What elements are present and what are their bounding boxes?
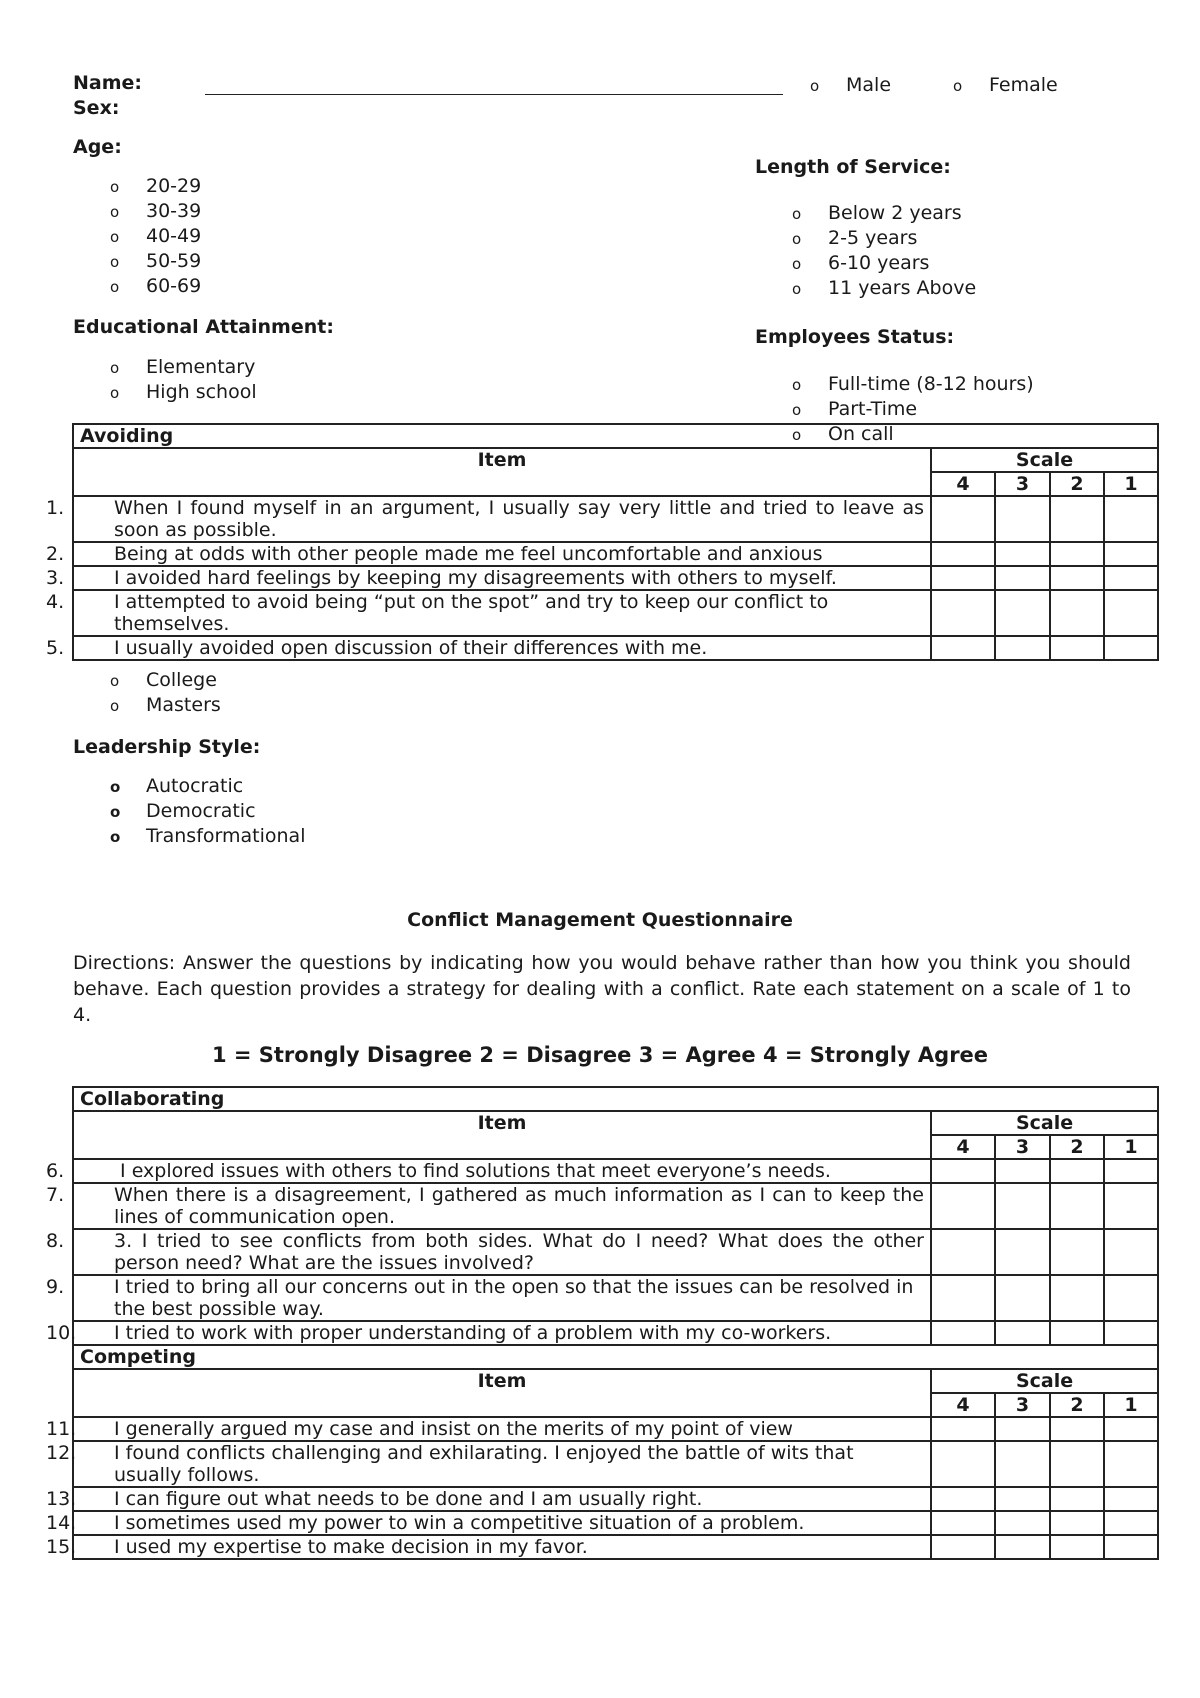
rating-cell[interactable] (1104, 1229, 1158, 1275)
scale-header: Scale (931, 1111, 1158, 1135)
rating-cell[interactable] (995, 496, 1050, 542)
rating-cell[interactable] (1050, 1417, 1104, 1441)
section-title-collaborating: Collaborating (73, 1087, 1158, 1111)
rating-cell[interactable] (931, 1275, 995, 1321)
rating-cell[interactable] (995, 1321, 1050, 1345)
radio-icon: o (810, 77, 820, 95)
rating-cell[interactable] (931, 1487, 995, 1511)
rating-cell[interactable] (1050, 636, 1104, 660)
section-title-avoiding: Avoiding (73, 424, 1158, 448)
item-cell: 2. Being at odds with other people made me feel uncomfortable and anxious (73, 542, 931, 566)
rating-cell[interactable] (931, 1511, 995, 1535)
rating-cell[interactable] (995, 1275, 1050, 1321)
rating-cell[interactable] (931, 590, 995, 636)
table-row (73, 1159, 1158, 1183)
sex-option-male[interactable]: o Male (810, 74, 892, 96)
conflict-table (46, 1086, 1159, 1560)
scale-3: 3 (995, 1135, 1050, 1159)
table-row (73, 566, 1158, 590)
table-row (73, 636, 1158, 660)
rating-cell[interactable] (931, 542, 995, 566)
directions-text: Directions: Answer the questions by indicating how you would behave rather than how you think you should behave. Each question provides a strategy for dealing with a conflict. Rate each statement on a scale of 1 to 4. (73, 952, 1131, 1026)
rating-cell[interactable] (931, 496, 995, 542)
rating-cell[interactable] (1050, 1275, 1104, 1321)
scale-3: 3 (995, 1393, 1050, 1417)
education-option[interactable]: o College (110, 669, 217, 691)
table-row (73, 1183, 1158, 1229)
table-row (73, 1229, 1158, 1275)
radio-icon: o (110, 203, 120, 221)
service-label: Length of Service: (755, 156, 951, 178)
radio-icon: o (110, 228, 120, 246)
radio-icon: o (110, 828, 121, 846)
table-row (73, 1417, 1158, 1441)
rating-cell[interactable] (1050, 590, 1104, 636)
rating-cell[interactable] (1050, 1441, 1104, 1487)
scale-4: 4 (931, 1393, 995, 1417)
scale-header: Scale (931, 448, 1158, 472)
rating-cell[interactable] (931, 1229, 995, 1275)
table-row (73, 1275, 1158, 1321)
item-cell: 8. 3. I tried to see conflicts from both sides. What do I need? What does the other person need? What are the issues involved? (73, 1229, 931, 1275)
service-option[interactable]: o 2-5 years (792, 227, 918, 249)
rating-cell[interactable] (931, 1321, 995, 1345)
radio-icon: o (953, 77, 963, 95)
rating-cell[interactable] (931, 1183, 995, 1229)
radio-icon: o (792, 230, 802, 248)
table-row (73, 1441, 1158, 1487)
rating-cell[interactable] (931, 1441, 995, 1487)
education-option[interactable]: o High school (110, 381, 257, 403)
rating-cell[interactable] (931, 1535, 995, 1559)
item-header: Item (73, 448, 931, 496)
item-cell: 6. I explored issues with others to find solutions that meet everyone’s needs. (73, 1159, 931, 1183)
rating-cell[interactable] (931, 1159, 995, 1183)
rating-cell[interactable] (995, 1159, 1050, 1183)
radio-icon: o (110, 778, 121, 796)
radio-icon: o (110, 253, 120, 271)
status-option[interactable]: o On call (792, 423, 894, 445)
rating-cell[interactable] (1104, 1511, 1158, 1535)
rating-cell[interactable] (1104, 1417, 1158, 1441)
scale-4: 4 (931, 472, 995, 496)
item-cell: 14. I sometimes used my power to win a competitive situation of a problem. (73, 1511, 931, 1535)
rating-cell[interactable] (1050, 1159, 1104, 1183)
scale-3: 3 (995, 472, 1050, 496)
education-option[interactable]: o Masters (110, 694, 221, 716)
section-title-competing: Competing (73, 1345, 1158, 1369)
radio-icon: o (110, 384, 120, 402)
item-header: Item (73, 1111, 931, 1159)
rating-cell[interactable] (1104, 1275, 1158, 1321)
rating-cell[interactable] (1104, 496, 1158, 542)
service-option[interactable]: o 11 years Above (792, 277, 977, 299)
radio-icon: o (792, 426, 802, 444)
item-cell: 4. I attempted to avoid being “put on the spot” and try to keep our conflict to themselves. (73, 590, 931, 636)
rating-cell[interactable] (995, 1183, 1050, 1229)
radio-icon: o (792, 401, 802, 419)
rating-cell[interactable] (931, 566, 995, 590)
rating-cell[interactable] (1104, 636, 1158, 660)
rating-cell[interactable] (1104, 1487, 1158, 1511)
rating-cell[interactable] (931, 1417, 995, 1441)
rating-cell[interactable] (995, 566, 1050, 590)
leadership-label: Leadership Style: (73, 736, 261, 758)
table-row (73, 496, 1158, 542)
rating-cell[interactable] (995, 1535, 1050, 1559)
rating-cell[interactable] (1050, 1487, 1104, 1511)
rating-cell[interactable] (1104, 1321, 1158, 1345)
rating-cell[interactable] (1050, 1321, 1104, 1345)
table-row (73, 590, 1158, 636)
radio-icon: o (110, 672, 120, 690)
item-cell: 7. When there is a disagreement, I gathered as much information as I can to keep the lines of communication open. (73, 1183, 931, 1229)
radio-icon: o (792, 376, 802, 394)
age-option[interactable]: o 40-49 (110, 225, 202, 247)
item-cell: 9. I tried to bring all our concerns out in the open so that the issues can be resolved in the best possible way. (73, 1275, 931, 1321)
radio-icon: o (110, 359, 120, 377)
status-option[interactable]: o Part-Time (792, 398, 918, 420)
sex-label: Sex: (73, 97, 120, 119)
item-cell: 1. When I found myself in an argument, I usually say very little and tried to leave as soon as possible. (73, 496, 931, 542)
rating-cell[interactable] (1104, 566, 1158, 590)
age-option[interactable]: o 50-59 (110, 250, 202, 272)
status-label: Employees Status: (755, 326, 955, 348)
rating-cell[interactable] (995, 1417, 1050, 1441)
service-option[interactable]: o 6-10 years (792, 252, 930, 274)
table-row (73, 542, 1158, 566)
item-cell: 5. I usually avoided open discussion of their differences with me. (73, 636, 931, 660)
rating-cell[interactable] (1104, 1159, 1158, 1183)
rating-cell[interactable] (1050, 1535, 1104, 1559)
rating-cell[interactable] (995, 1229, 1050, 1275)
rating-cell[interactable] (1050, 1183, 1104, 1229)
rating-cell[interactable] (1050, 496, 1104, 542)
scale-2: 2 (1050, 1135, 1104, 1159)
item-cell: 12. I found conflicts challenging and exhilarating. I enjoyed the battle of wits that usually follows. (73, 1441, 931, 1487)
education-option[interactable]: o Elementary (110, 356, 256, 378)
rating-cell[interactable] (995, 1511, 1050, 1535)
item-cell: 10. I tried to work with proper understanding of a problem with my co-workers. (73, 1321, 931, 1345)
item-cell: 11. I generally argued my case and insist on the merits of my point of view (73, 1417, 931, 1441)
rating-cell[interactable] (995, 590, 1050, 636)
item-header: Item (73, 1369, 931, 1417)
rating-cell[interactable] (1050, 566, 1104, 590)
table-row (73, 1511, 1158, 1535)
name-field[interactable] (205, 70, 783, 95)
rating-cell[interactable] (1104, 1441, 1158, 1487)
table-row (73, 1487, 1158, 1511)
item-cell: 15. I used my expertise to make decision in my favor. (73, 1535, 931, 1559)
education-label: Educational Attainment: (73, 316, 334, 338)
service-option[interactable]: o Below 2 years (792, 202, 962, 224)
scale-2: 2 (1050, 472, 1104, 496)
age-label: Age: (73, 136, 122, 158)
radio-icon: o (792, 280, 802, 298)
age-option[interactable]: o 60-69 (110, 275, 202, 297)
age-option[interactable]: o 20-29 (110, 175, 202, 197)
scale-header: Scale (931, 1369, 1158, 1393)
rating-cell[interactable] (995, 1487, 1050, 1511)
radio-icon: o (110, 803, 121, 821)
rating-cell[interactable] (995, 542, 1050, 566)
scale-1: 1 (1104, 1393, 1158, 1417)
radio-icon: o (110, 697, 120, 715)
rating-cell[interactable] (1050, 542, 1104, 566)
rating-cell[interactable] (1050, 1511, 1104, 1535)
leadership-option[interactable]: o Transformational (110, 825, 306, 847)
radio-icon: o (792, 205, 802, 223)
table-row (73, 1321, 1158, 1345)
item-cell: 3. I avoided hard feelings by keeping my disagreements with others to myself. (73, 566, 931, 590)
scale-legend: 1 = Strongly Disagree 2 = Disagree 3 = Agree 4 = Strongly Agree (211, 1043, 989, 1067)
radio-icon: o (110, 178, 120, 196)
scale-1: 1 (1104, 1135, 1158, 1159)
radio-icon: o (110, 278, 120, 296)
scale-2: 2 (1050, 1393, 1104, 1417)
rating-cell[interactable] (1104, 1183, 1158, 1229)
rating-cell[interactable] (931, 636, 995, 660)
scale-4: 4 (931, 1135, 995, 1159)
leadership-option[interactable]: o Democratic (110, 800, 256, 822)
avoiding-table (46, 423, 1159, 661)
rating-cell[interactable] (995, 1441, 1050, 1487)
rating-cell[interactable] (995, 636, 1050, 660)
sex-option-female[interactable]: o Female (953, 74, 1058, 96)
rating-cell[interactable] (1104, 590, 1158, 636)
rating-cell[interactable] (1104, 1535, 1158, 1559)
leadership-option[interactable]: o Autocratic (110, 775, 244, 797)
rating-cell[interactable] (1104, 542, 1158, 566)
item-cell: 13. I can figure out what needs to be done and I am usually right. (73, 1487, 931, 1511)
age-option[interactable]: o 30-39 (110, 200, 202, 222)
scale-1: 1 (1104, 472, 1158, 496)
table-row (73, 1535, 1158, 1559)
name-label: Name: (73, 72, 143, 94)
status-option[interactable]: o Full-time (8-12 hours) (792, 373, 1034, 395)
questionnaire-title: Conflict Management Questionnaire (407, 909, 793, 931)
rating-cell[interactable] (1050, 1229, 1104, 1275)
radio-icon: o (792, 255, 802, 273)
